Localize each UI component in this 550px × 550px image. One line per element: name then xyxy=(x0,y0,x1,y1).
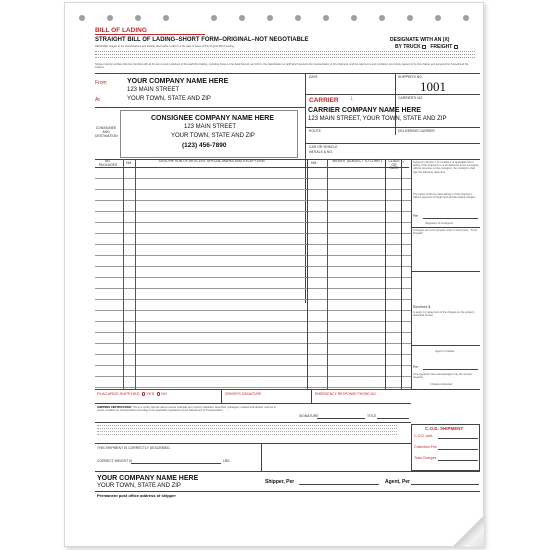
rate-text xyxy=(97,424,397,442)
consignee-label: CONSIGNEE AND DESTINATION xyxy=(95,126,118,138)
by-truck-label: BY TRUCK xyxy=(395,44,421,50)
table-row-line xyxy=(95,277,411,278)
yes-label: YES xyxy=(146,391,155,396)
route-label: ROUTE xyxy=(309,129,321,133)
total-charges: Total Charges xyxy=(414,456,437,460)
property-text xyxy=(95,50,475,62)
date-label: DATE xyxy=(309,75,318,79)
table-row-line xyxy=(95,343,411,344)
received-text: RECEIVED subject to the classifications and lawfully filed tariffs in effect on the date of issue of this Original Bill of Lading. xyxy=(95,45,235,48)
consignee-phone: (123) 456-7890 xyxy=(182,142,227,149)
shipper-terms-text: Shipper hereby certifies that he is familiar with all the terms and conditions of the said bill of lading, including those on the back thereof, set forth in the classification or tariff which governs the transportation of this shipment, and the said terms and conditions are hereby agreed to by the shipper and accepted for himself and his assigns. xyxy=(95,63,469,70)
at-label: At xyxy=(95,97,100,103)
punch-hole xyxy=(79,15,85,21)
table-column-line xyxy=(327,159,328,389)
page-curl xyxy=(452,517,484,547)
bill-of-lading-form xyxy=(64,2,484,547)
table-row-line xyxy=(95,244,411,245)
table-row-line xyxy=(95,332,411,333)
punch-hole xyxy=(407,15,413,21)
placards-yes-radio[interactable] xyxy=(142,392,146,396)
shipper-name: YOUR COMPANY NAME HERE xyxy=(127,78,229,85)
from-label: From xyxy=(95,80,107,86)
no-label: NO xyxy=(161,391,168,396)
carrier-address: 123 MAIN STREET, YOUR TOWN, STATE AND ZIP xyxy=(308,116,447,122)
col-check: ✓ xyxy=(402,160,405,164)
punch-hole xyxy=(379,15,385,21)
table-row-line xyxy=(95,222,411,223)
freight-label: FREIGHT xyxy=(430,44,453,50)
punch-hole xyxy=(295,15,301,21)
shipper-number: 1001 xyxy=(420,79,446,94)
to-apply-text: to apply in prepayment of the charges on the property described hereon. xyxy=(413,311,475,318)
table-column-line xyxy=(401,159,402,389)
placards-row xyxy=(97,391,167,396)
table-row-line xyxy=(95,200,411,201)
consignee-city: YOUR TOWN, STATE AND ZIP xyxy=(171,133,255,139)
carrier-label: CARRIER xyxy=(309,97,339,104)
punch-hole xyxy=(323,15,329,21)
per-label-2: Per xyxy=(413,365,419,369)
col-weight: WEIGHT (SUBJECT TO CORR.) xyxy=(332,159,382,163)
table-row-line xyxy=(95,211,411,212)
initials-label: INITIALS & NO. xyxy=(309,150,333,154)
table-row-line xyxy=(95,310,411,311)
col-hm-right: HM xyxy=(311,161,317,165)
col-packages: NO. PACKAGES xyxy=(98,159,118,167)
footer-city: YOUR TOWN, STATE AND ZIP xyxy=(97,483,181,489)
carrier-name: CARRIER COMPANY NAME HERE xyxy=(308,107,421,114)
correct-weight-label: CORRECT WEIGHT IS xyxy=(97,459,133,463)
shippers-no-label: SHIPPER'S NO. xyxy=(398,75,423,79)
title-label: TITLE xyxy=(367,414,377,418)
table-row-line xyxy=(95,365,411,366)
arrow-down-icon: ↓ xyxy=(350,95,354,102)
footer-company-name: YOUR COMPANY NAME HERE xyxy=(97,475,199,482)
driver-signature-label: DRIVER'S SIGNATURE xyxy=(225,392,262,396)
certification: SHIPPERS CERTIFICATION: This is to certify that the above-named materials are properly classified, described, packaged, marked and labeled, and are in proper condition for transportation according to the applicable regulations of the Department of Transportation. xyxy=(97,406,276,413)
carrier-note: The carrier shall not make delivery of this shipment without payment of freight and all other lawful charges. xyxy=(413,193,476,200)
charges-advanced: Charges Advanced: xyxy=(430,383,453,386)
agent-cashier: Agent or Cashier xyxy=(435,350,455,353)
per-label: Per xyxy=(413,214,419,218)
punch-hole xyxy=(463,15,469,21)
shipment-correctly-label: THIS SHIPMENT IS CORRECTLY DESCRIBED. xyxy=(97,446,171,450)
table-row-line xyxy=(95,321,411,322)
table-row-line xyxy=(95,189,411,190)
table-row-line xyxy=(95,233,411,234)
permanent-address-label: Permanent post office address of shipper xyxy=(97,493,176,498)
agent-per-label: Agent, Per xyxy=(385,479,411,485)
shipper-city: YOUR TOWN, STATE AND ZIP xyxy=(127,96,211,102)
section7-text: Subject to Section 7 of conditions of applicable bill of lading, if this shipment is to be delivered to the consignee without recourse on the consignor, the consignor shall sign the following statement: xyxy=(413,161,479,174)
bill-title: BILL OF LADING xyxy=(95,27,147,34)
by-truck-checkbox[interactable] xyxy=(422,45,426,49)
main-title: STRAIGHT BILL OF LADING–SHORT FORM–ORIGINAL–NOT NEGOTIABLE xyxy=(95,37,309,43)
punch-hole xyxy=(107,15,113,21)
delivering-label: DELIVERING CARRIER xyxy=(398,129,435,133)
table-row-line xyxy=(95,299,411,300)
signature-label: SIGNATURE xyxy=(299,414,319,418)
punch-hole xyxy=(239,15,245,21)
signature-consignor: (Signature of Consignor) xyxy=(425,222,454,225)
placards-no-radio[interactable] xyxy=(157,392,161,396)
emergency-label: EMERGENCY RESPONSE PHONE NO. xyxy=(315,392,377,396)
punch-hole xyxy=(351,15,357,21)
table-row-line xyxy=(95,255,411,256)
table-row-line xyxy=(95,288,411,289)
freight-checkbox[interactable] xyxy=(454,45,458,49)
shipper-per-label: Shipper, Per xyxy=(265,479,295,485)
punch-hole xyxy=(435,15,441,21)
car-vehicle-label: CAR OR VEHICLE xyxy=(309,145,338,149)
punch-hole xyxy=(267,15,273,21)
col-hm: HM xyxy=(126,161,132,165)
placards-label: PLACARDS SUPPLIED xyxy=(97,391,140,396)
col-class: CLASS OR RATE xyxy=(388,159,400,171)
received-label: Received $ xyxy=(413,305,430,309)
collection-fee: Collection Fee xyxy=(414,445,437,449)
punch-hole xyxy=(135,15,141,21)
table-column-line xyxy=(123,159,124,389)
consignee-street: 123 MAIN STREET xyxy=(184,124,237,130)
table-row-line xyxy=(95,178,411,179)
col-description: DESCRIPTION OF ARTICLES, SPECIAL MARKS AND EXCEPTIONS xyxy=(159,159,265,163)
table-column-line xyxy=(411,159,412,389)
designate-label: DESIGNATE WITH AN (X) xyxy=(390,37,450,43)
lbs-label: LBS. xyxy=(223,459,231,463)
punch-hole xyxy=(211,15,217,21)
cod-title: C.O.D. SHIPMENT xyxy=(425,426,464,431)
cod-amt: C.O.D. Amt. xyxy=(414,434,434,438)
table-row-line xyxy=(95,376,411,377)
consignee-name: CONSIGNEE COMPANY NAME HERE xyxy=(151,115,275,122)
table-row-line xyxy=(95,354,411,355)
table-column-line xyxy=(385,159,386,389)
carriers-no-label: CARRIER'S NO. xyxy=(398,96,424,100)
punch-hole xyxy=(163,15,169,21)
table-column-line xyxy=(135,159,136,389)
signature-note: (The signature here acknowledges only the amount prepaid.) xyxy=(413,373,472,380)
table-row-line xyxy=(95,387,411,388)
shipper-street: 123 MAIN STREET xyxy=(127,87,180,93)
table-column-line xyxy=(307,159,308,389)
if-charges-text: If charges are to be prepaid, write or stamp here, "To be Prepaid." xyxy=(413,229,478,236)
table-row-line xyxy=(95,266,411,267)
